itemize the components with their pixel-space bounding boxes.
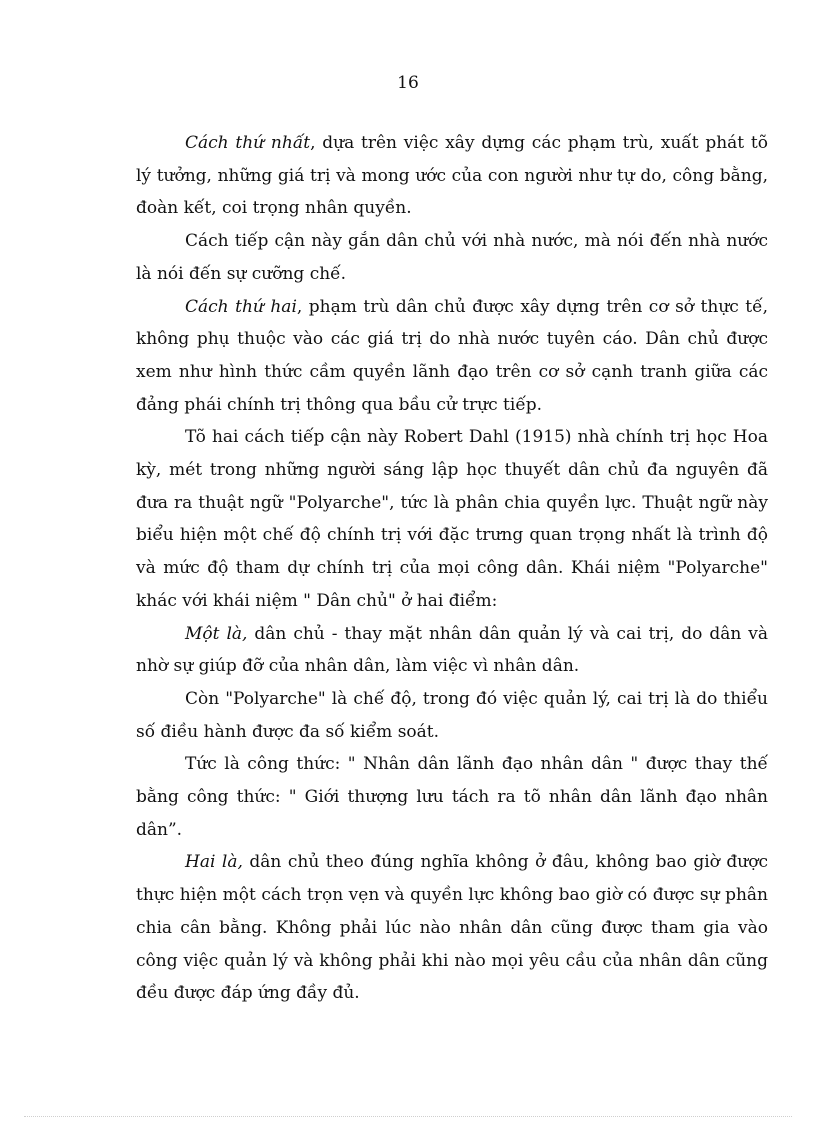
paragraph-5 (136, 618, 768, 683)
paragraph-text: , phạm trù dân chủ được xây dựng trên cơ sở thực tế, không phụ thuộc vào các giá trị do nhà nước tuyên cáo. Dân chủ được xem như hình thức cầm quyền lãnh đạo trên cơ sở cạnh tranh giữa các đảng phái chính trị thông qua bầu cử trực tiếp. (136, 296, 768, 415)
paragraph-4 (136, 421, 768, 617)
paragraph-text: , dựa trên việc xây dựng các phạm trù, xuất phát tõ lý tưởng, những giá trị và mong ước của con người như tự do, công bằng, đoàn kết, coi trọng nhân quyền. (136, 133, 768, 219)
paragraph-2 (136, 225, 768, 290)
paragraph-text: dân chủ - thay mặt nhân dân quản lý và cai trị, do dân và nhờ sự giúp đỡ của nhân dân, làm việc vì nhân dân. (136, 623, 768, 677)
paragraph-lead: Hai là, (185, 852, 243, 873)
paragraph-3 (136, 291, 768, 422)
paragraph-8 (136, 846, 768, 1010)
paragraph-text: dân chủ theo đúng nghĩa không ở đâu, không bao giờ được thực hiện một cách trọn vẹn và quyền lực không bao giờ có được sự phân chia cân bằng. Không phải lúc nào nhân dân cũng được tham gia vào công việc quản lý và không phải khi nào mọi yêu cầu của nhân dân cũng đều được đáp ứng đầy đủ. (136, 852, 768, 1004)
footer-divider (24, 1116, 792, 1117)
paragraph-7 (136, 748, 768, 846)
paragraph-lead: Một là, (185, 623, 248, 644)
paragraph-text: Tõ hai cách tiếp cận này Robert Dahl (1915) nhà chính trị học Hoa kỳ, mét trong những người sáng lập học thuyết dân chủ đa nguyên đã đưa ra thuật ngữ "Polyarche", tức là phân chia quyền lực. Thuật ngữ này biểu hiện một chế độ chính trị với đặc trưng quan trọng nhất là trình độ và mức độ tham dự chính trị của mọi công dân. Khái niệm "Polyarche" khác với khái niệm " Dân chủ" ở hai điểm: (136, 427, 768, 611)
paragraph-text: Còn "Polyarche" là chế độ, trong đó việc quản lý, cai trị là do thiểu số điều hành được đa số kiểm soát. (136, 688, 768, 742)
paragraph-6 (136, 683, 768, 748)
paragraph-1 (136, 127, 768, 225)
paragraph-text: Tức là công thức: " Nhân dân lãnh đạo nhân dân " được thay thế bằng công thức: " Giới thượng lưu tách ra tõ nhân dân lãnh đạo nhân dân”. (136, 754, 768, 840)
body-text (136, 127, 768, 1010)
paragraph-lead: Cách thứ hai (185, 296, 297, 317)
page-number: 16 (397, 73, 419, 93)
paragraph-text: Cách tiếp cận này gắn dân chủ với nhà nước, mà nói đến nhà nước là nói đến sự cưỡng chế. (136, 231, 768, 284)
paragraph-lead: Cách thứ nhất (185, 133, 311, 153)
